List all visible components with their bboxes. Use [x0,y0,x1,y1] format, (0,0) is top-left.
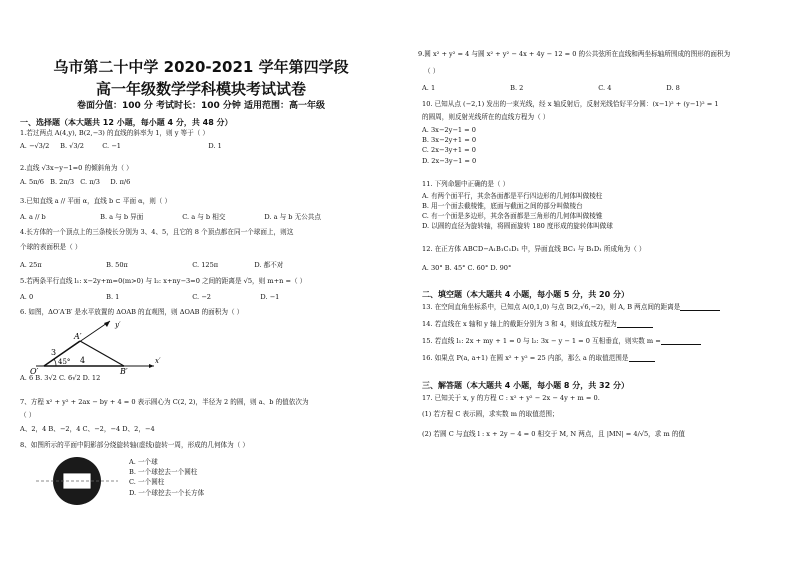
q4-option-d: D. 都不对 [254,261,284,269]
q1-options [20,142,222,150]
q5-option-c: C. −2 [192,293,211,301]
q2-option-a: A. 5π/6 [20,178,44,186]
q13-stem [422,303,720,311]
q1-stem: 1.若过两点 A(4,y), B(2,−3) 的直线的斜率为 1，则 y 等于（ ） [20,129,209,137]
exam-meta: 卷面分值：100 分 考试时长：100 分钟 适用范围：高一年级 [76,101,326,111]
q4-stem-line1: 4.长方体的一个顶点上的三条棱长分别为 3、4、5，且它的 8 个顶点都在同一个球面上，则这 [20,228,294,236]
q12-stem: 12. 在正方体 ABCD−A₁B₁C₁D₁ 中，异面直线 BC₁ 与 B₁D₁ 所成角为（ ） [422,245,646,253]
q6-label-y: y′ [115,321,121,329]
q6-stem: 6. 如图，ΔO′A′B′ 是水平放置的 ΔOAB 的直观图，则 ΔOAB 的面积为（ ） [20,308,244,316]
q7-paren: （ ） [20,411,36,419]
q2-options [20,178,130,186]
section-choice-heading: 一、选择题（本大题共 12 小题，每小题 4 分，共 48 分） [20,118,233,127]
q8-stem: 8、如图所示的平面中阴影部分绕旋转轴(虚线)旋转一周，形成的几何体为（ ） [20,441,250,449]
q8-rotation-figure [32,451,122,511]
q10-option-d: D. 2x−3y−1 = 0 [422,157,477,165]
q2-option-b: B. 2π/3 [50,178,75,186]
q16-text: 16. 如果点 P(a, a+1) 在圆 x² + y² = 25 内部，那么 a 的取值范围是 [422,354,629,362]
q3-option-b: B. a 与 b 异面 [100,213,144,221]
q6-label-3: 3 [51,348,57,357]
q8-option-c: C. 一个圆柱 [129,478,165,486]
q3-option-a: A. a // b [20,213,46,221]
q8-option-b: B. 一个球挖去一个圆柱 [129,468,198,476]
q11-option-d: D. 以圆的直径为旋转轴，将圆面旋转 180 度形成的旋转体叫做球 [422,222,613,230]
q17-part2: (2) 若圆 C 与直线 l : x + 2y − 4 = 0 相交于 M, N 两点，且 |MN| = 4/√5，求 m 的值 [422,430,686,438]
section-fill-heading: 二、填空题（本大题共 4 小题，每小题 5 分，共 20 分） [422,290,629,299]
q14-text: 14. 若直线在 x 轴和 y 轴上的截距分别为 3 和 4，则该直线方程为 [422,320,617,328]
q6-x-arrow-icon [149,364,154,368]
q6-y-arrow-icon [104,321,110,327]
q17-part1: (1) 若方程 C 表示圆，求实数 m 的取值范围； [422,410,559,418]
q10-stem-line1: 10. 已知从点 (−2,1) 发出的一束光线，经 x 轴反射后，反射光线恰好平分圆：(x−1)² + (y−1)² = 1 [422,100,719,108]
q10-option-a: A. 3x−2y−1 = 0 [422,126,476,134]
q8-option-a: A. 一个球 [129,458,158,466]
q4-option-b: B. 50π [106,261,128,269]
q15-stem [422,337,701,345]
q11-option-c: C. 有一个面是多边形，其余各面都是三角形的几何体叫做棱锥 [422,212,603,220]
q4-stem-line2: 个球的表面积是（ ） [20,243,82,251]
q6-label-a: A′ [74,332,82,341]
q9-options [422,84,680,92]
q2-option-c: C. π/3 [80,178,100,186]
q9-option-c: C. 4 [598,84,612,92]
q11-option-b: B. 用一个面去截棱锥，底面与截面之间的部分叫做棱台 [422,202,583,210]
q11-stem: 11. 下列命题中正确的是（ ） [422,180,510,188]
q13-answer-blank[interactable] [680,303,720,311]
exam-title: 乌市第二十中学 2020-2021 学年第四学段 [53,58,349,76]
q11-option-a: A. 有两个面平行，其余各面都是平行四边形的几何体叫做棱柱 [422,192,603,200]
q4-option-c: C. 125π [192,261,219,269]
q6-label-o: O′ [30,367,39,375]
q7-stem: 7、方程 x² + y² + 2ax − by + 4 = 0 表示圆心为 C(2, 2)，半径为 2 的圆，则 a、b 的值依次为 [20,398,309,406]
q16-stem [422,354,655,362]
q6-side-ab [80,341,124,366]
q9-option-a: A. 1 [422,84,436,92]
q3-option-c: C. a 与 b 相交 [182,213,226,221]
q8-option-d: D. 一个球挖去一个长方体 [129,489,205,497]
q9-paren: （ ） [424,67,440,75]
q14-stem [422,320,653,328]
q15-answer-blank[interactable] [661,337,701,345]
q1-option-a: A. −√3/2 [20,142,50,150]
q2-option-d: D. π/6 [110,178,131,186]
q6-label-4: 4 [80,356,86,365]
q14-answer-blank[interactable] [617,320,653,328]
q12-options: A. 30° B. 45° C. 60° D. 90° [422,264,512,272]
section-answer-heading: 三、解答题（本大题共 4 小题，每小题 8 分，共 32 分） [422,381,629,390]
q3-stem: 3.已知直线 a // 平面 α，直线 b ⊂ 平面 α，则（ ） [20,197,172,205]
q1-option-c: C. −1 [102,142,121,150]
q4-options [20,259,283,269]
exam-subtitle: 高一年级数学学科模块考试试卷 [95,80,306,98]
q5-options [20,293,279,301]
q13-text: 13. 在空间直角坐标系中，已知点 A(0,1,0) 与点 B(2,√6,−2)，则 A, B 两点间的距离是 [422,303,681,311]
q5-option-b: B. 1 [106,293,120,301]
q10-option-b: B. 3x−2y+1 = 0 [422,136,477,144]
q15-text: 15. 若直线 l₁: 2x + my + 1 = 0 与 l₂: 3x − y − 1 = 0 互相垂直，则实数 m = [422,337,661,345]
q7-options: A、2，4 B、−2，4 C、−2，−4 D、2，−4 [20,425,155,433]
q3-option-d: D. a 与 b 无公共点 [264,213,321,221]
q6-oblique-triangle-figure [22,317,162,375]
q5-option-a: A. 0 [20,293,34,301]
q17-stem: 17. 已知关于 x, y 的方程 C : x² + y² − 2x − 4y + m = 0. [422,394,600,402]
q2-stem: 2.直线 √3x−y−1=0 的倾斜角为（ ） [20,164,133,172]
q5-option-d: D. −1 [260,293,280,301]
q5-stem: 5.若两条平行直线 l₁: x−2y+m=0(m>0) 与 l₂: x+ny−3=0 之间的距离是 √5，则 m+n =（ ） [20,277,307,285]
q10-option-c: C. 2x−3y+1 = 0 [422,146,476,154]
q9-option-b: B. 2 [510,84,524,92]
q6-options: A. 6 B. 3√2 C. 6√2 D. 12 [20,374,101,382]
q6-label-b: B′ [120,367,128,375]
q6-label-x: x′ [155,357,161,365]
q9-option-d: D. 8 [666,84,680,92]
q10-stem-line2: 的圆周，则反射光线所在的直线方程为（ ） [422,113,550,121]
q16-answer-blank[interactable] [629,354,655,362]
q1-option-b: B. √3/2 [60,142,84,150]
q4-option-a: A. 25π [20,261,42,269]
q9-stem: 9.圆 x² + y² = 4 与圆 x² + y² − 4x + 4y − 12 = 0 的公共弦所在直线和两坐标轴所围成的图形的面积为 [418,50,731,58]
q3-options [20,211,321,221]
q6-angle-arc [54,359,56,366]
q1-option-d: D. 1 [208,142,222,150]
q6-label-angle: 45° [58,358,71,366]
